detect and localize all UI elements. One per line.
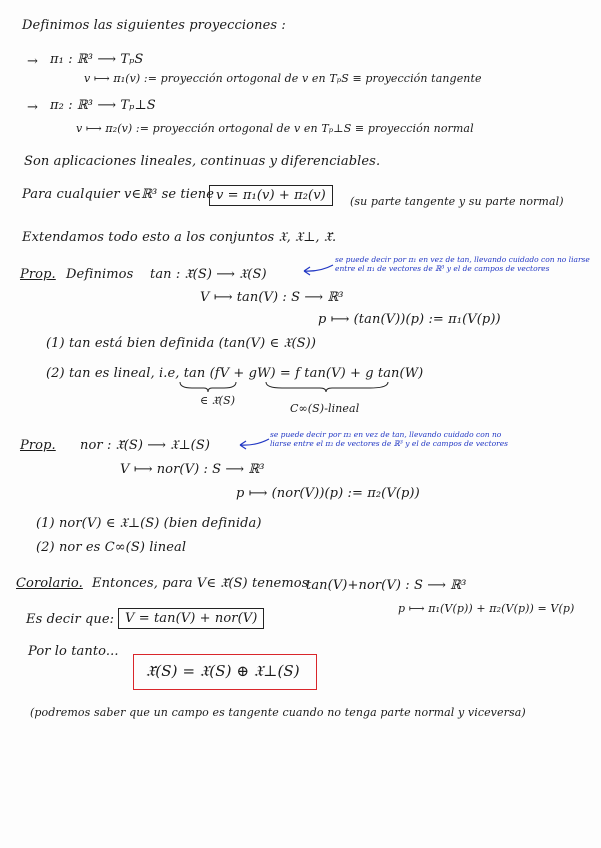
por-lo-tanto: Por lo tanto...: [28, 644, 119, 659]
prop1-under-right: C∞(S)-lineal: [290, 402, 360, 415]
prop1-label: Prop.: [20, 267, 56, 282]
es-decir: Es decir que:: [26, 612, 115, 627]
intro-heading: Definimos las siguientes proyecciones :: [22, 18, 286, 33]
prop2-note-arrow-icon: [236, 436, 270, 450]
pi1-map: π₁ : ℝ³ ⟶ TₚS: [50, 52, 144, 67]
corollary-map: tan(V)+nor(V) : S ⟶ ℝ³: [306, 578, 467, 593]
corollary-boxed-formula: V = tan(V) + nor(V): [118, 608, 264, 629]
pi1-bullet: →: [27, 54, 38, 69]
prop2-line2: V ⟼ nor(V) : S ⟶ ℝ³: [120, 462, 265, 477]
prop2-label: Prop.: [20, 438, 56, 453]
pi2-definition: v ⟼ π₂(v) := proyección ortogonal de v en Tₚ⊥S ≡ proyección normal: [76, 122, 474, 135]
prop1-note-arrow-icon: [300, 262, 334, 276]
prop1-item2: (2) tan es lineal, i.e, tan (fV + gW) = f tan(V) + g tan(W): [46, 366, 424, 381]
prop1-map: tan : 𝔛̄(S) ⟶ 𝔛(S): [150, 267, 267, 282]
pi2-bullet: →: [27, 100, 38, 115]
prop1-under-left: ∈ 𝔛̄(S): [200, 394, 236, 407]
decomp-prefix: Para cualquier v∈ℝ³ se tiene: [22, 187, 215, 202]
prop2-item1: (1) nor(V) ∈ 𝔛⊥(S) (bien definida): [36, 516, 262, 531]
prop1-item1: (1) tan está bien definida (tan(V) ∈ 𝔛(S)): [46, 336, 317, 351]
prop1-line3: p ⟼ (tan(V))(p) := π₁(V(p)): [318, 312, 501, 327]
prop1-underbrace-left-icon: [178, 380, 238, 394]
prop1-blue-note: se puede decir por π₁ en vez de tan, llevando cuidado con no liarse entre el π₁ de vectores de ℝ³ y el de campos de vectores: [335, 255, 590, 273]
prop2-map: nor : 𝔛̄(S) ⟶ 𝔛⊥(S): [80, 438, 211, 453]
prop1-line2: V ⟼ tan(V) : S ⟶ ℝ³: [200, 290, 344, 305]
pi2-map: π₂ : ℝ³ ⟶ Tₚ⊥S: [50, 98, 156, 113]
prop1-underbrace-right-icon: [264, 380, 390, 394]
pi1-definition: v ⟼ π₁(v) := proyección ortogonal de v en TₚS ≡ proyección tangente: [84, 72, 482, 85]
decomp-formula-box: v = π₁(v) + π₂(v): [209, 185, 333, 206]
closing-note: (podremos saber que un campo es tangente cuando no tenga parte normal y viceversa): [30, 706, 526, 719]
linear-note: Son aplicaciones lineales, continuas y diferenciables.: [24, 154, 381, 169]
decomp-note: (su parte tangente y su parte normal): [350, 195, 564, 208]
prop2-line3: p ⟼ (nor(V))(p) := π₂(V(p)): [236, 486, 420, 501]
result-formula: 𝔛̄(S) = 𝔛(S) ⊕ 𝔛⊥(S): [146, 662, 300, 680]
extend-line: Extendamos todo esto a los conjuntos 𝔛, 𝔛⊥, 𝔛̄.: [22, 230, 337, 245]
corollary-label: Corolario.: [16, 576, 83, 591]
corollary-text: Entonces, para V∈ 𝔛̄(S) tenemos: [92, 576, 309, 591]
prop2-item2: (2) nor es C∞(S) lineal: [36, 540, 187, 555]
prop2-blue-note: se puede decir por π₂ en vez de tan, llevando cuidado con no liarse entre el π₂ de vectores de ℝ³ y el de campos de vectores: [270, 430, 508, 448]
prop1-definimos: Definimos: [66, 267, 134, 282]
corollary-map2: p ⟼ π₁(V(p)) + π₂(V(p)) = V(p): [398, 602, 575, 615]
